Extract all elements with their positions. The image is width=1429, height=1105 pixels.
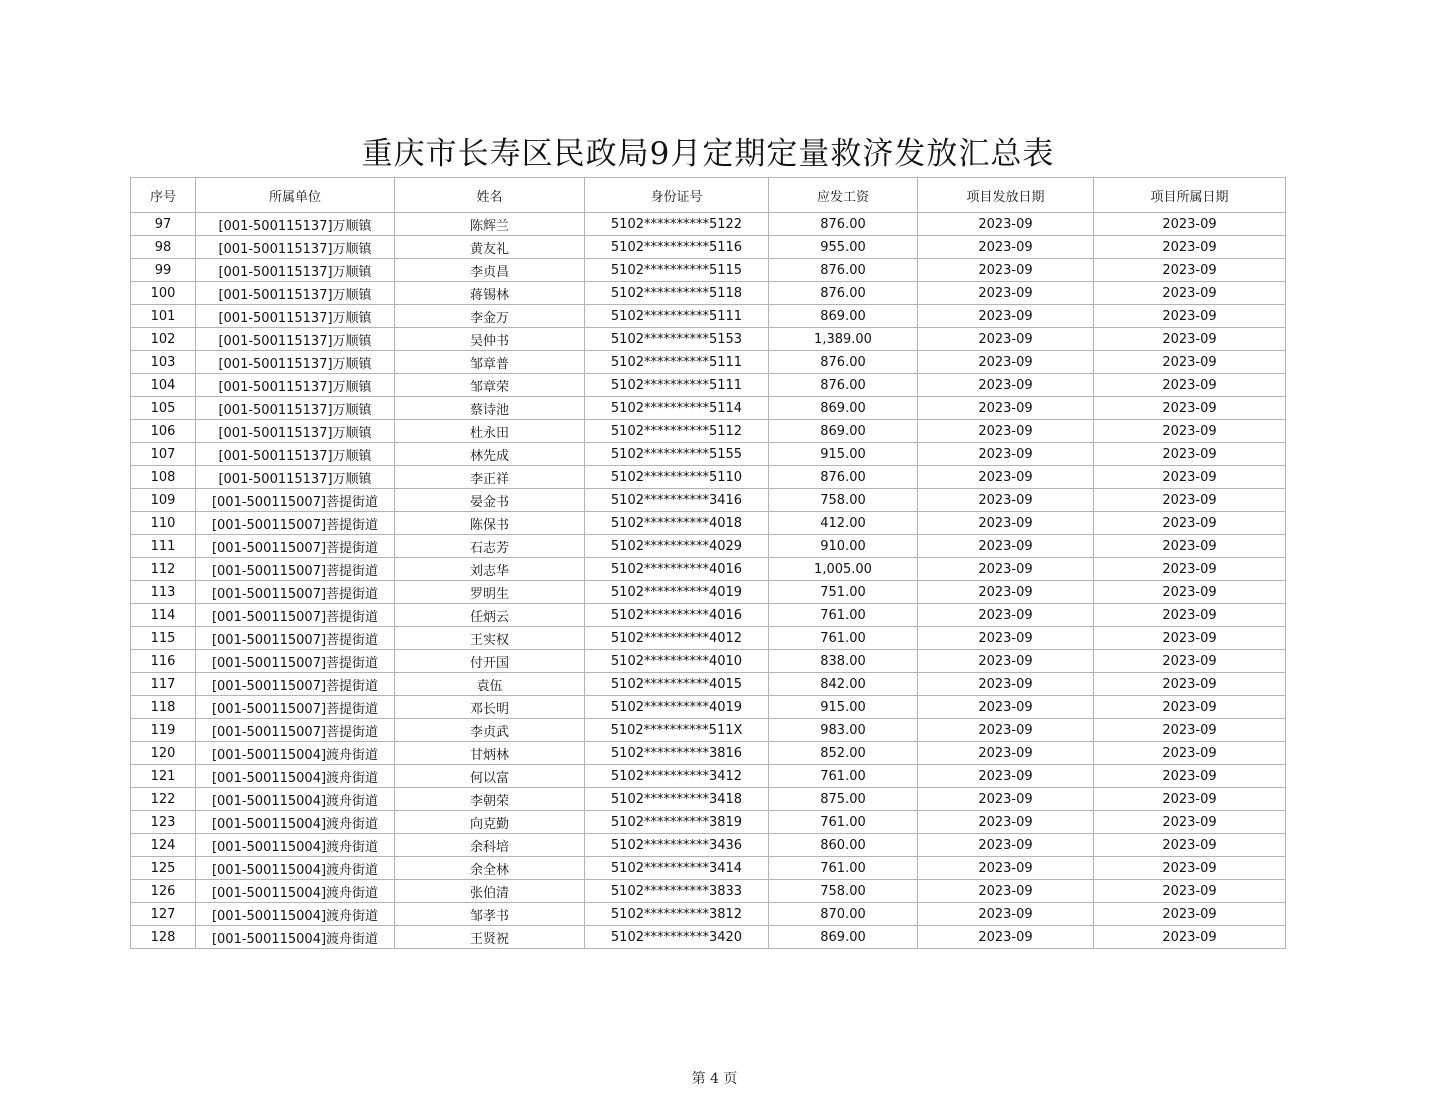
table-row [131, 512, 1286, 535]
id-number-cell: 5102**********4015 [585, 673, 769, 696]
amount-cell: 412.00 [769, 512, 918, 535]
index-cell: 97 [131, 213, 196, 236]
name-cell: 陈辉兰 [395, 213, 585, 236]
period-date-cell: 2023-09 [1094, 328, 1286, 351]
issue-date-cell: 2023-09 [918, 512, 1094, 535]
id-number-cell: 5102**********3436 [585, 834, 769, 857]
table-row [131, 857, 1286, 880]
table-row [131, 328, 1286, 351]
id-number-cell: 5102**********3418 [585, 788, 769, 811]
id-number-cell: 5102**********4016 [585, 604, 769, 627]
amount-cell: 870.00 [769, 903, 918, 926]
table-row [131, 742, 1286, 765]
index-cell: 109 [131, 489, 196, 512]
index-cell: 102 [131, 328, 196, 351]
amount-cell: 876.00 [769, 282, 918, 305]
table-row [131, 236, 1286, 259]
column-header: 项目发放日期 [918, 178, 1094, 213]
id-number-cell: 5102**********3812 [585, 903, 769, 926]
name-cell: 张伯清 [395, 880, 585, 903]
amount-cell: 983.00 [769, 719, 918, 742]
index-cell: 112 [131, 558, 196, 581]
name-cell: 袁伍 [395, 673, 585, 696]
amount-cell: 758.00 [769, 489, 918, 512]
amount-cell: 860.00 [769, 834, 918, 857]
id-number-cell: 5102**********4018 [585, 512, 769, 535]
amount-cell: 869.00 [769, 305, 918, 328]
index-cell: 110 [131, 512, 196, 535]
id-number-cell: 5102**********5114 [585, 397, 769, 420]
index-cell: 103 [131, 351, 196, 374]
table-row [131, 627, 1286, 650]
unit-cell: [001-500115004]渡舟街道 [196, 857, 395, 880]
unit-cell: [001-500115004]渡舟街道 [196, 742, 395, 765]
name-cell: 王实权 [395, 627, 585, 650]
name-cell: 余科培 [395, 834, 585, 857]
amount-cell: 910.00 [769, 535, 918, 558]
index-cell: 113 [131, 581, 196, 604]
period-date-cell: 2023-09 [1094, 397, 1286, 420]
table-row [131, 650, 1286, 673]
id-number-cell: 5102**********5111 [585, 351, 769, 374]
unit-cell: [001-500115007]菩提街道 [196, 512, 395, 535]
column-header: 项目所属日期 [1094, 178, 1286, 213]
amount-cell: 955.00 [769, 236, 918, 259]
name-cell: 付开国 [395, 650, 585, 673]
issue-date-cell: 2023-09 [918, 213, 1094, 236]
unit-cell: [001-500115137]万顺镇 [196, 305, 395, 328]
unit-cell: [001-500115007]菩提街道 [196, 489, 395, 512]
period-date-cell: 2023-09 [1094, 374, 1286, 397]
unit-cell: [001-500115007]菩提街道 [196, 627, 395, 650]
unit-cell: [001-500115137]万顺镇 [196, 397, 395, 420]
header-row [131, 178, 1286, 213]
amount-cell: 1,389.00 [769, 328, 918, 351]
period-date-cell: 2023-09 [1094, 627, 1286, 650]
period-date-cell: 2023-09 [1094, 512, 1286, 535]
index-cell: 106 [131, 420, 196, 443]
id-number-cell: 5102**********3833 [585, 880, 769, 903]
name-cell: 林先成 [395, 443, 585, 466]
name-cell: 蔡诗池 [395, 397, 585, 420]
index-cell: 123 [131, 811, 196, 834]
amount-cell: 838.00 [769, 650, 918, 673]
id-number-cell: 5102**********5153 [585, 328, 769, 351]
amount-cell: 876.00 [769, 466, 918, 489]
name-cell: 邓长明 [395, 696, 585, 719]
table-row [131, 351, 1286, 374]
period-date-cell: 2023-09 [1094, 742, 1286, 765]
table-row [131, 880, 1286, 903]
name-cell: 陈保书 [395, 512, 585, 535]
period-date-cell: 2023-09 [1094, 443, 1286, 466]
issue-date-cell: 2023-09 [918, 903, 1094, 926]
id-number-cell: 5102**********4010 [585, 650, 769, 673]
period-date-cell: 2023-09 [1094, 719, 1286, 742]
issue-date-cell: 2023-09 [918, 834, 1094, 857]
issue-date-cell: 2023-09 [918, 719, 1094, 742]
unit-cell: [001-500115137]万顺镇 [196, 466, 395, 489]
unit-cell: [001-500115007]菩提街道 [196, 604, 395, 627]
table-row [131, 305, 1286, 328]
table-row [131, 926, 1286, 949]
table-row [131, 834, 1286, 857]
id-number-cell: 5102**********4019 [585, 696, 769, 719]
index-cell: 117 [131, 673, 196, 696]
name-cell: 邹章荣 [395, 374, 585, 397]
issue-date-cell: 2023-09 [918, 443, 1094, 466]
id-number-cell: 5102**********3420 [585, 926, 769, 949]
unit-cell: [001-500115137]万顺镇 [196, 328, 395, 351]
period-date-cell: 2023-09 [1094, 581, 1286, 604]
unit-cell: [001-500115004]渡舟街道 [196, 834, 395, 857]
table-row [131, 673, 1286, 696]
issue-date-cell: 2023-09 [918, 880, 1094, 903]
page-number: 第 4 页 [691, 1071, 738, 1087]
column-header: 应发工资 [769, 178, 918, 213]
index-cell: 119 [131, 719, 196, 742]
period-date-cell: 2023-09 [1094, 558, 1286, 581]
issue-date-cell: 2023-09 [918, 397, 1094, 420]
unit-cell: [001-500115004]渡舟街道 [196, 880, 395, 903]
column-header: 序号 [131, 178, 196, 213]
table-row [131, 535, 1286, 558]
issue-date-cell: 2023-09 [918, 489, 1094, 512]
unit-cell: [001-500115007]菩提街道 [196, 558, 395, 581]
amount-cell: 1,005.00 [769, 558, 918, 581]
name-cell: 吴仲书 [395, 328, 585, 351]
table-row [131, 420, 1286, 443]
name-cell: 甘炳林 [395, 742, 585, 765]
period-date-cell: 2023-09 [1094, 857, 1286, 880]
index-cell: 115 [131, 627, 196, 650]
period-date-cell: 2023-09 [1094, 351, 1286, 374]
issue-date-cell: 2023-09 [918, 351, 1094, 374]
index-cell: 107 [131, 443, 196, 466]
period-date-cell: 2023-09 [1094, 282, 1286, 305]
period-date-cell: 2023-09 [1094, 236, 1286, 259]
period-date-cell: 2023-09 [1094, 834, 1286, 857]
table-row [131, 259, 1286, 282]
amount-cell: 751.00 [769, 581, 918, 604]
index-cell: 116 [131, 650, 196, 673]
name-cell: 李金万 [395, 305, 585, 328]
unit-cell: [001-500115137]万顺镇 [196, 351, 395, 374]
index-cell: 124 [131, 834, 196, 857]
index-cell: 126 [131, 880, 196, 903]
page-title: 重庆市长寿区民政局9月定期定量救济发放汇总表 [361, 136, 1055, 172]
amount-cell: 876.00 [769, 213, 918, 236]
amount-cell: 875.00 [769, 788, 918, 811]
table-row [131, 558, 1286, 581]
index-cell: 104 [131, 374, 196, 397]
table-row [131, 466, 1286, 489]
amount-cell: 869.00 [769, 420, 918, 443]
unit-cell: [001-500115007]菩提街道 [196, 696, 395, 719]
issue-date-cell: 2023-09 [918, 742, 1094, 765]
table-row [131, 397, 1286, 420]
id-number-cell: 5102**********5155 [585, 443, 769, 466]
column-header: 所属单位 [196, 178, 395, 213]
id-number-cell: 5102**********5118 [585, 282, 769, 305]
issue-date-cell: 2023-09 [918, 328, 1094, 351]
id-number-cell: 5102**********5111 [585, 305, 769, 328]
unit-cell: [001-500115137]万顺镇 [196, 443, 395, 466]
name-cell: 邹孝书 [395, 903, 585, 926]
table-row [131, 765, 1286, 788]
period-date-cell: 2023-09 [1094, 305, 1286, 328]
id-number-cell: 5102**********4012 [585, 627, 769, 650]
table-row [131, 811, 1286, 834]
amount-cell: 869.00 [769, 397, 918, 420]
name-cell: 罗明生 [395, 581, 585, 604]
name-cell: 石志芳 [395, 535, 585, 558]
unit-cell: [001-500115007]菩提街道 [196, 650, 395, 673]
period-date-cell: 2023-09 [1094, 489, 1286, 512]
table-row [131, 489, 1286, 512]
issue-date-cell: 2023-09 [918, 535, 1094, 558]
unit-cell: [001-500115137]万顺镇 [196, 374, 395, 397]
period-date-cell: 2023-09 [1094, 466, 1286, 489]
issue-date-cell: 2023-09 [918, 650, 1094, 673]
relief-summary-table [130, 177, 1286, 949]
issue-date-cell: 2023-09 [918, 236, 1094, 259]
period-date-cell: 2023-09 [1094, 673, 1286, 696]
index-cell: 118 [131, 696, 196, 719]
id-number-cell: 5102**********5116 [585, 236, 769, 259]
amount-cell: 876.00 [769, 259, 918, 282]
period-date-cell: 2023-09 [1094, 213, 1286, 236]
index-cell: 108 [131, 466, 196, 489]
period-date-cell: 2023-09 [1094, 926, 1286, 949]
id-number-cell: 5102**********3412 [585, 765, 769, 788]
unit-cell: [001-500115004]渡舟街道 [196, 903, 395, 926]
index-cell: 100 [131, 282, 196, 305]
issue-date-cell: 2023-09 [918, 627, 1094, 650]
unit-cell: [001-500115137]万顺镇 [196, 282, 395, 305]
table-row [131, 696, 1286, 719]
issue-date-cell: 2023-09 [918, 558, 1094, 581]
index-cell: 121 [131, 765, 196, 788]
issue-date-cell: 2023-09 [918, 374, 1094, 397]
period-date-cell: 2023-09 [1094, 420, 1286, 443]
table-row [131, 903, 1286, 926]
name-cell: 黄友礼 [395, 236, 585, 259]
amount-cell: 869.00 [769, 926, 918, 949]
unit-cell: [001-500115004]渡舟街道 [196, 926, 395, 949]
index-cell: 114 [131, 604, 196, 627]
amount-cell: 761.00 [769, 765, 918, 788]
amount-cell: 915.00 [769, 696, 918, 719]
id-number-cell: 5102**********5122 [585, 213, 769, 236]
name-cell: 李贞昌 [395, 259, 585, 282]
unit-cell: [001-500115137]万顺镇 [196, 236, 395, 259]
issue-date-cell: 2023-09 [918, 765, 1094, 788]
issue-date-cell: 2023-09 [918, 696, 1094, 719]
index-cell: 120 [131, 742, 196, 765]
index-cell: 128 [131, 926, 196, 949]
period-date-cell: 2023-09 [1094, 535, 1286, 558]
index-cell: 98 [131, 236, 196, 259]
id-number-cell: 5102**********3416 [585, 489, 769, 512]
id-number-cell: 5102**********5112 [585, 420, 769, 443]
issue-date-cell: 2023-09 [918, 857, 1094, 880]
name-cell: 任炳云 [395, 604, 585, 627]
table-row [131, 788, 1286, 811]
index-cell: 105 [131, 397, 196, 420]
period-date-cell: 2023-09 [1094, 259, 1286, 282]
period-date-cell: 2023-09 [1094, 650, 1286, 673]
unit-cell: [001-500115007]菩提街道 [196, 719, 395, 742]
amount-cell: 876.00 [769, 374, 918, 397]
name-cell: 刘志华 [395, 558, 585, 581]
id-number-cell: 5102**********3819 [585, 811, 769, 834]
period-date-cell: 2023-09 [1094, 788, 1286, 811]
issue-date-cell: 2023-09 [918, 788, 1094, 811]
table-header [131, 178, 1286, 213]
amount-cell: 758.00 [769, 880, 918, 903]
issue-date-cell: 2023-09 [918, 305, 1094, 328]
table-row [131, 719, 1286, 742]
unit-cell: [001-500115004]渡舟街道 [196, 765, 395, 788]
index-cell: 101 [131, 305, 196, 328]
id-number-cell: 5102**********4029 [585, 535, 769, 558]
id-number-cell: 5102**********5111 [585, 374, 769, 397]
table-row [131, 213, 1286, 236]
name-cell: 余全林 [395, 857, 585, 880]
column-header: 姓名 [395, 178, 585, 213]
name-cell: 杜永田 [395, 420, 585, 443]
issue-date-cell: 2023-09 [918, 420, 1094, 443]
unit-cell: [001-500115004]渡舟街道 [196, 811, 395, 834]
issue-date-cell: 2023-09 [918, 259, 1094, 282]
name-cell: 王贤祝 [395, 926, 585, 949]
unit-cell: [001-500115004]渡舟街道 [196, 788, 395, 811]
name-cell: 邹章普 [395, 351, 585, 374]
period-date-cell: 2023-09 [1094, 604, 1286, 627]
unit-cell: [001-500115137]万顺镇 [196, 259, 395, 282]
amount-cell: 761.00 [769, 811, 918, 834]
issue-date-cell: 2023-09 [918, 811, 1094, 834]
index-cell: 127 [131, 903, 196, 926]
period-date-cell: 2023-09 [1094, 765, 1286, 788]
issue-date-cell: 2023-09 [918, 926, 1094, 949]
id-number-cell: 5102**********3414 [585, 857, 769, 880]
name-cell: 蒋锡林 [395, 282, 585, 305]
id-number-cell: 5102**********4019 [585, 581, 769, 604]
name-cell: 何以富 [395, 765, 585, 788]
unit-cell: [001-500115137]万顺镇 [196, 213, 395, 236]
issue-date-cell: 2023-09 [918, 581, 1094, 604]
issue-date-cell: 2023-09 [918, 282, 1094, 305]
unit-cell: [001-500115007]菩提街道 [196, 673, 395, 696]
table-row [131, 282, 1286, 305]
unit-cell: [001-500115137]万顺镇 [196, 420, 395, 443]
id-number-cell: 5102**********5110 [585, 466, 769, 489]
period-date-cell: 2023-09 [1094, 696, 1286, 719]
index-cell: 122 [131, 788, 196, 811]
index-cell: 111 [131, 535, 196, 558]
name-cell: 向克勤 [395, 811, 585, 834]
table-body [131, 213, 1286, 949]
index-cell: 99 [131, 259, 196, 282]
table-row [131, 443, 1286, 466]
period-date-cell: 2023-09 [1094, 811, 1286, 834]
table-row [131, 374, 1286, 397]
name-cell: 李朝荣 [395, 788, 585, 811]
amount-cell: 876.00 [769, 351, 918, 374]
name-cell: 李贞武 [395, 719, 585, 742]
period-date-cell: 2023-09 [1094, 880, 1286, 903]
id-number-cell: 5102**********3816 [585, 742, 769, 765]
index-cell: 125 [131, 857, 196, 880]
amount-cell: 852.00 [769, 742, 918, 765]
issue-date-cell: 2023-09 [918, 466, 1094, 489]
unit-cell: [001-500115007]菩提街道 [196, 581, 395, 604]
id-number-cell: 5102**********4016 [585, 558, 769, 581]
amount-cell: 761.00 [769, 627, 918, 650]
issue-date-cell: 2023-09 [918, 604, 1094, 627]
unit-cell: [001-500115007]菩提街道 [196, 535, 395, 558]
table-row [131, 604, 1286, 627]
amount-cell: 842.00 [769, 673, 918, 696]
amount-cell: 761.00 [769, 604, 918, 627]
id-number-cell: 5102**********511X [585, 719, 769, 742]
name-cell: 晏金书 [395, 489, 585, 512]
period-date-cell: 2023-09 [1094, 903, 1286, 926]
amount-cell: 761.00 [769, 857, 918, 880]
column-header: 身份证号 [585, 178, 769, 213]
id-number-cell: 5102**********5115 [585, 259, 769, 282]
table-row [131, 581, 1286, 604]
name-cell: 李正祥 [395, 466, 585, 489]
issue-date-cell: 2023-09 [918, 673, 1094, 696]
amount-cell: 915.00 [769, 443, 918, 466]
